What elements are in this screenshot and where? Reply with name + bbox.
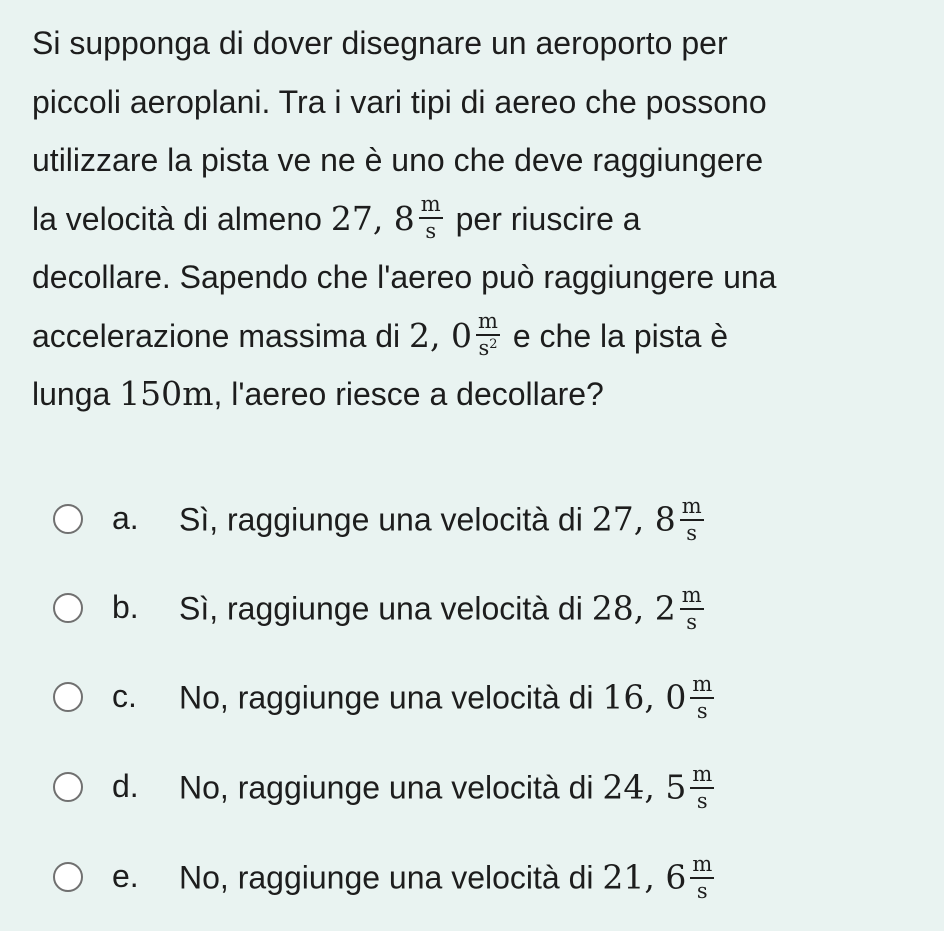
unit-numerator: m <box>476 311 500 336</box>
question-line <box>32 190 922 249</box>
option-letter: b. <box>112 589 139 625</box>
question-text-segment: per riuscire a <box>446 200 641 237</box>
question-line: utilizzare la pista ve ne è uno che deve raggiungere <box>32 142 764 178</box>
option-text: Sì, raggiunge una velocità di <box>179 590 592 627</box>
unit-fraction <box>680 496 704 544</box>
unit-denominator <box>476 336 500 359</box>
radio-button[interactable] <box>53 772 83 802</box>
unit-numerator: m <box>690 854 714 879</box>
question-line: decollare. Sapendo che l'aereo può raggiungere una <box>32 259 777 295</box>
unit-denominator: s <box>686 610 698 634</box>
option-text: No, raggiunge una velocità di <box>179 769 603 806</box>
option-letter: d. <box>112 768 139 804</box>
option-value: 27, 8 <box>591 499 676 539</box>
question-text-segment: e che la pista è <box>503 317 729 354</box>
answer-option-e[interactable] <box>0 838 944 918</box>
option-label <box>179 494 708 546</box>
radio-button[interactable] <box>53 504 83 534</box>
answer-option-a[interactable] <box>0 480 944 560</box>
unit-exponent: 2 <box>489 337 498 353</box>
radio-button[interactable] <box>53 593 83 623</box>
option-label <box>179 672 718 724</box>
unit-denominator: s <box>696 789 708 813</box>
question-line: Si supponga di dover disegnare un aeroporto per <box>32 25 728 61</box>
question-text-segment: accelerazione massima di <box>32 317 410 354</box>
option-value: 16, 0 <box>602 677 687 717</box>
question-line <box>32 365 922 424</box>
option-letter: e. <box>112 858 139 894</box>
unit-fraction <box>690 854 714 902</box>
option-label <box>179 583 708 635</box>
option-letter: a. <box>112 500 139 536</box>
unit-fraction <box>690 764 714 812</box>
question-text <box>32 14 922 424</box>
answer-option-b[interactable] <box>0 569 944 649</box>
unit-fraction <box>690 674 714 722</box>
unit-denominator: s <box>686 521 698 545</box>
option-text: Sì, raggiunge una velocità di <box>179 501 592 538</box>
unit-fraction <box>680 585 704 633</box>
unit-denominator: s <box>696 699 708 723</box>
unit-denominator: s <box>425 219 437 244</box>
unit-numerator: m <box>680 585 704 610</box>
length-value: 150 <box>119 374 183 413</box>
option-text: No, raggiunge una velocità di <box>179 679 603 716</box>
answer-option-d[interactable] <box>0 748 944 828</box>
question-text-segment: la velocità di almeno <box>32 200 331 237</box>
option-value: 21, 6 <box>602 857 687 897</box>
option-value: 24, 5 <box>602 767 687 807</box>
option-letter: c. <box>112 678 137 714</box>
question-text-segment: lunga <box>32 376 120 412</box>
question-text-segment: , l'aereo riesce a decollare? <box>213 376 604 412</box>
length-unit: m <box>182 374 214 413</box>
acceleration-value: 2, 0 <box>409 315 473 355</box>
unit-fraction <box>419 194 443 242</box>
unit-numerator: m <box>690 764 714 789</box>
option-value: 28, 2 <box>591 588 676 628</box>
unit-fraction <box>476 311 500 359</box>
unit-denominator-base: s <box>478 336 490 361</box>
radio-button[interactable] <box>53 682 83 712</box>
option-label <box>179 762 718 814</box>
unit-numerator: m <box>690 674 714 699</box>
option-text: No, raggiunge una velocità di <box>179 859 603 896</box>
answer-option-c[interactable] <box>0 658 944 738</box>
question-line <box>32 307 922 366</box>
unit-denominator: s <box>696 879 708 903</box>
radio-button[interactable] <box>53 862 83 892</box>
speed-value: 27, 8 <box>330 198 415 238</box>
question-line: piccoli aeroplani. Tra i vari tipi di aereo che possono <box>32 83 767 120</box>
unit-numerator: m <box>680 496 704 521</box>
unit-numerator: m <box>419 194 443 219</box>
option-label <box>179 852 718 904</box>
